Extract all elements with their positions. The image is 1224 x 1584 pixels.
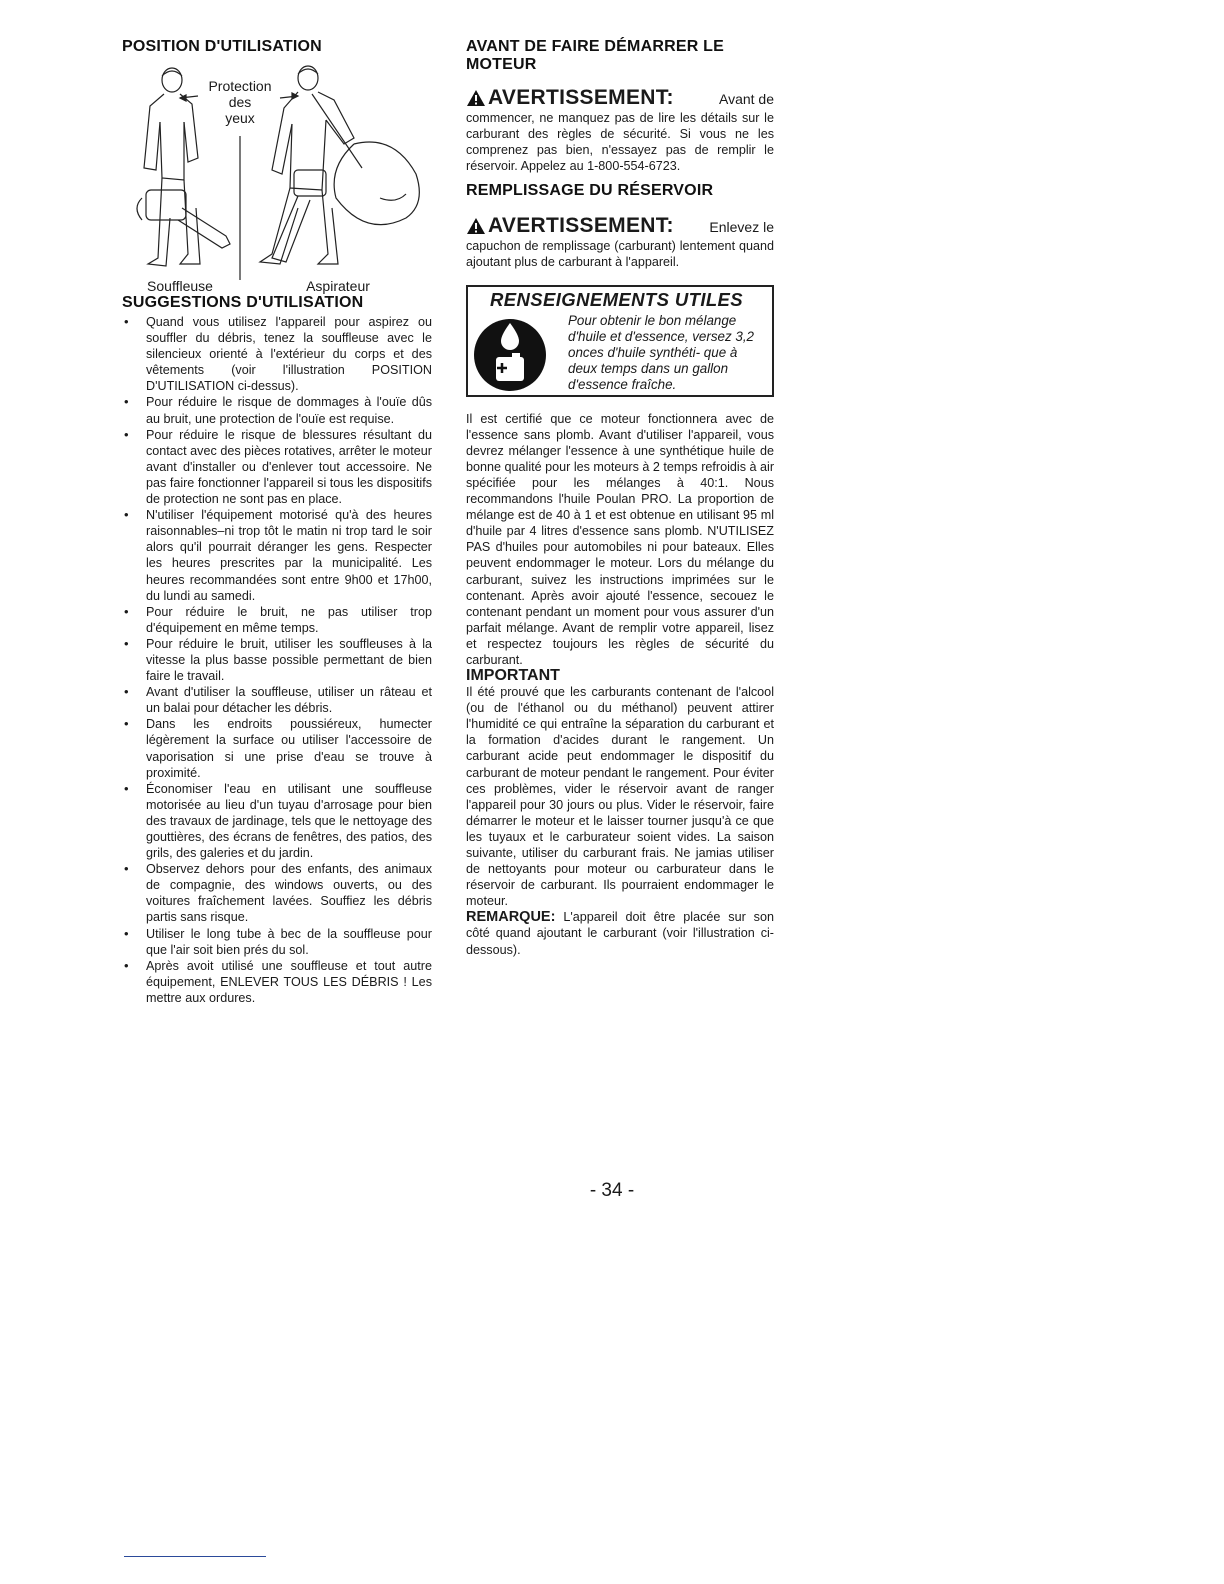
warning-triangle-icon bbox=[466, 89, 486, 107]
important-heading: IMPORTANT bbox=[466, 667, 560, 685]
list-item: • Pour réduire le bruit, utiliser les souffleuses à la vitesse la plus basse possible permettant de bien faire le travail. bbox=[122, 636, 432, 684]
info-title: RENSEIGNEMENTS UTILES bbox=[490, 288, 744, 310]
warning-text: commencer, ne manquez pas de lire les détails sur le carburant des règles de sécurité. Si vous ne les comprenez pas bien, n'essayez pas de remplir le réservoir. Appelez au 1-800-554-6723. bbox=[466, 111, 774, 174]
list-item: • Après avoit utilisé une souffleuse et tout autre équipement, ENLEVER TOUS LES DÉBRIS ! Les mettre aux ordures. bbox=[122, 958, 432, 1006]
info-text: Pour obtenir le bon mélange d'huile et d'essence, versez 3,2 onces d'huile synthéti- que à deux temps dans un gallon d'essence fraîche. bbox=[568, 312, 754, 393]
list-item: • N'utiliser l'équipement motorisé qu'à des heures raisonnables–ni trop tôt le matin ni trop tard le soir alors qu'il pourrait déranger les gens. Respecter les heures prescrites par la municipalité. Les heures recommandées sont entre 9h00 et 17h00, du lundi au samedi. bbox=[122, 507, 432, 604]
blower-label: Souffleuse bbox=[147, 278, 213, 294]
list-item: • Économiser l'eau en utilisant une souffleuse motorisée au lieu d'un tuyau d'arrosage pour bien des travaux de jardinage, tels que le nettoyage des gouttières, des écrans de fenêtres, des patios, des grils, des galeries et du jardin. bbox=[122, 781, 432, 861]
list-item: • Quand vous utilisez l'appareil pour aspirez ou souffler du débris, tenez la souffleuse avec le silencieux orienté à l'extérieur du corps et des vêtements (voir l'illustration POSITION D'UTILISATION ci-dessus). bbox=[122, 314, 432, 394]
suggestions-list bbox=[122, 314, 432, 1006]
page-number: - 34 - bbox=[589, 1180, 635, 1201]
warning-triangle-icon bbox=[466, 217, 486, 235]
warning-header-2 bbox=[466, 214, 774, 238]
list-item: • Dans les endroits poussiéreux, humecter légèrement la surface ou utiliser l'accessoire de vaporisation si une prise d'eau se trouve à proximité. bbox=[122, 716, 432, 780]
engine-fuel-paragraph: Il est certifié que ce moteur fonctionnera avec de l'essence sans plomb. Avant d'utiliser l'appareil, vous devrez mélanger l'essence à une synthétique huile de bonne qualité pour les moteurs à 2 temps refroidis à air spécifiée pour les mélanges à 40:1. Nous recommandons l'huile Poulan PRO. La proportion de mélange est de 40 à 1 et est obtenue en utilisant 95 ml d'huile par 4 litres d'essence sans plomb. N'UTILISEZ PAS d'huiles pour automobiles ni pour bateaux. Elles peuvent endommager le moteur. Lors du mélange du carburant, suivez les instructions imprimées sur le contenant. Après avoir ajouté l'essence, secouez le contenant pendant un moment pour vous assurer d'un parfait mélange. Avant de remplir votre appareil, lisez et respectez toujours les règles de sécurité du carburant. bbox=[466, 411, 775, 667]
info-box bbox=[466, 285, 774, 397]
protection-label-line1: Protection bbox=[208, 78, 272, 94]
left-column bbox=[122, 38, 432, 1006]
list-item: • Utiliser le long tube à bec de la souffleuse pour que l'air soit bien prés du sol. bbox=[122, 926, 432, 958]
warning-header-1 bbox=[466, 86, 774, 110]
protection-label-line2: des bbox=[228, 94, 252, 110]
vacuum-label: Aspirateur bbox=[306, 278, 370, 294]
usage-position-illustration bbox=[122, 58, 432, 294]
remarque-paragraph bbox=[466, 909, 774, 957]
protection-label-line3: yeux bbox=[225, 110, 255, 126]
warning-text: capuchon de remplissage (carburant) lentement quand ajoutant plus de carburant à l'appareil. bbox=[466, 239, 774, 270]
remarque-label: REMARQUE: bbox=[466, 909, 556, 926]
warning-lead: Enlevez le bbox=[709, 219, 774, 236]
warning-title: AVERTISSEMENT: bbox=[488, 214, 674, 238]
position-heading: POSITION D'UTILISATION bbox=[122, 38, 322, 55]
suggestions-heading: SUGGESTIONS D'UTILISATION bbox=[122, 294, 364, 311]
warning-lead: Avant de bbox=[718, 91, 774, 107]
list-item: • Pour réduire le risque de dommages à l'ouïe dûs au bruit, une protection de l'ouïe est requise. bbox=[122, 394, 432, 426]
oil-can-icon bbox=[472, 317, 564, 393]
footer-rule bbox=[124, 1556, 266, 1557]
list-item: • Observez dehors pour des enfants, des animaux de compagnie, des windows ouverts, ou des voitures fraîchement lavées. Souffiez les débris partis sans risque. bbox=[122, 861, 432, 925]
start-engine-heading: AVANT DE FAIRE DÉMARRER LE MOTEUR bbox=[466, 38, 724, 73]
list-item: • Pour réduire le bruit, ne pas utiliser trop d'équipement en même temps. bbox=[122, 604, 432, 636]
remarque-text: L'appareil doit être placée sur son côté quand ajoutant le carburant (voir l'illustration ci-dessous). bbox=[466, 910, 774, 957]
right-column bbox=[466, 38, 774, 958]
list-item: • Avant d'utiliser la souffleuse, utiliser un râteau et un balai pour détacher les débris. bbox=[122, 684, 432, 716]
list-item: • Pour réduire le risque de blessures résultant du contact avec des pièces rotatives, arrêter le moteur avant d'installer ou d'enlever tout accessoire. Ne pas faire fonctionner l'appareil si tous les dispositifs de protection ne sont pas en place. bbox=[122, 427, 432, 507]
warning-title: AVERTISSEMENT: bbox=[488, 86, 674, 109]
fill-tank-heading: REMPLISSAGE DU RÉSERVOIR bbox=[466, 182, 714, 200]
important-paragraph: Il été prouvé que les carburants contenant de l'alcool (ou de l'éthanol ou du méthanol) peuvent attirer l'humidité ce qui entraîne la séparation du carburant et la formation d'acides durant le rangement. Un carburant acide peut endommager le dispositif du carburant de moteur pendant le rangement. Pour éviter ces problèmes, vider le réservoir avant de ranger l'appareil pour 30 jours ou plus. Vider le réservoir, faire démarrer le moteur et le laisser tourner jusqu'à ce que les tuyaux et le carburateur soient vides. La saison suivante, utiliser du carburant frais. Ne jamias utiliser de nettoyants pour moteur ou carburateur dans le réservoir de carburant. Ils pourraient endommager le moteur. bbox=[466, 685, 774, 909]
